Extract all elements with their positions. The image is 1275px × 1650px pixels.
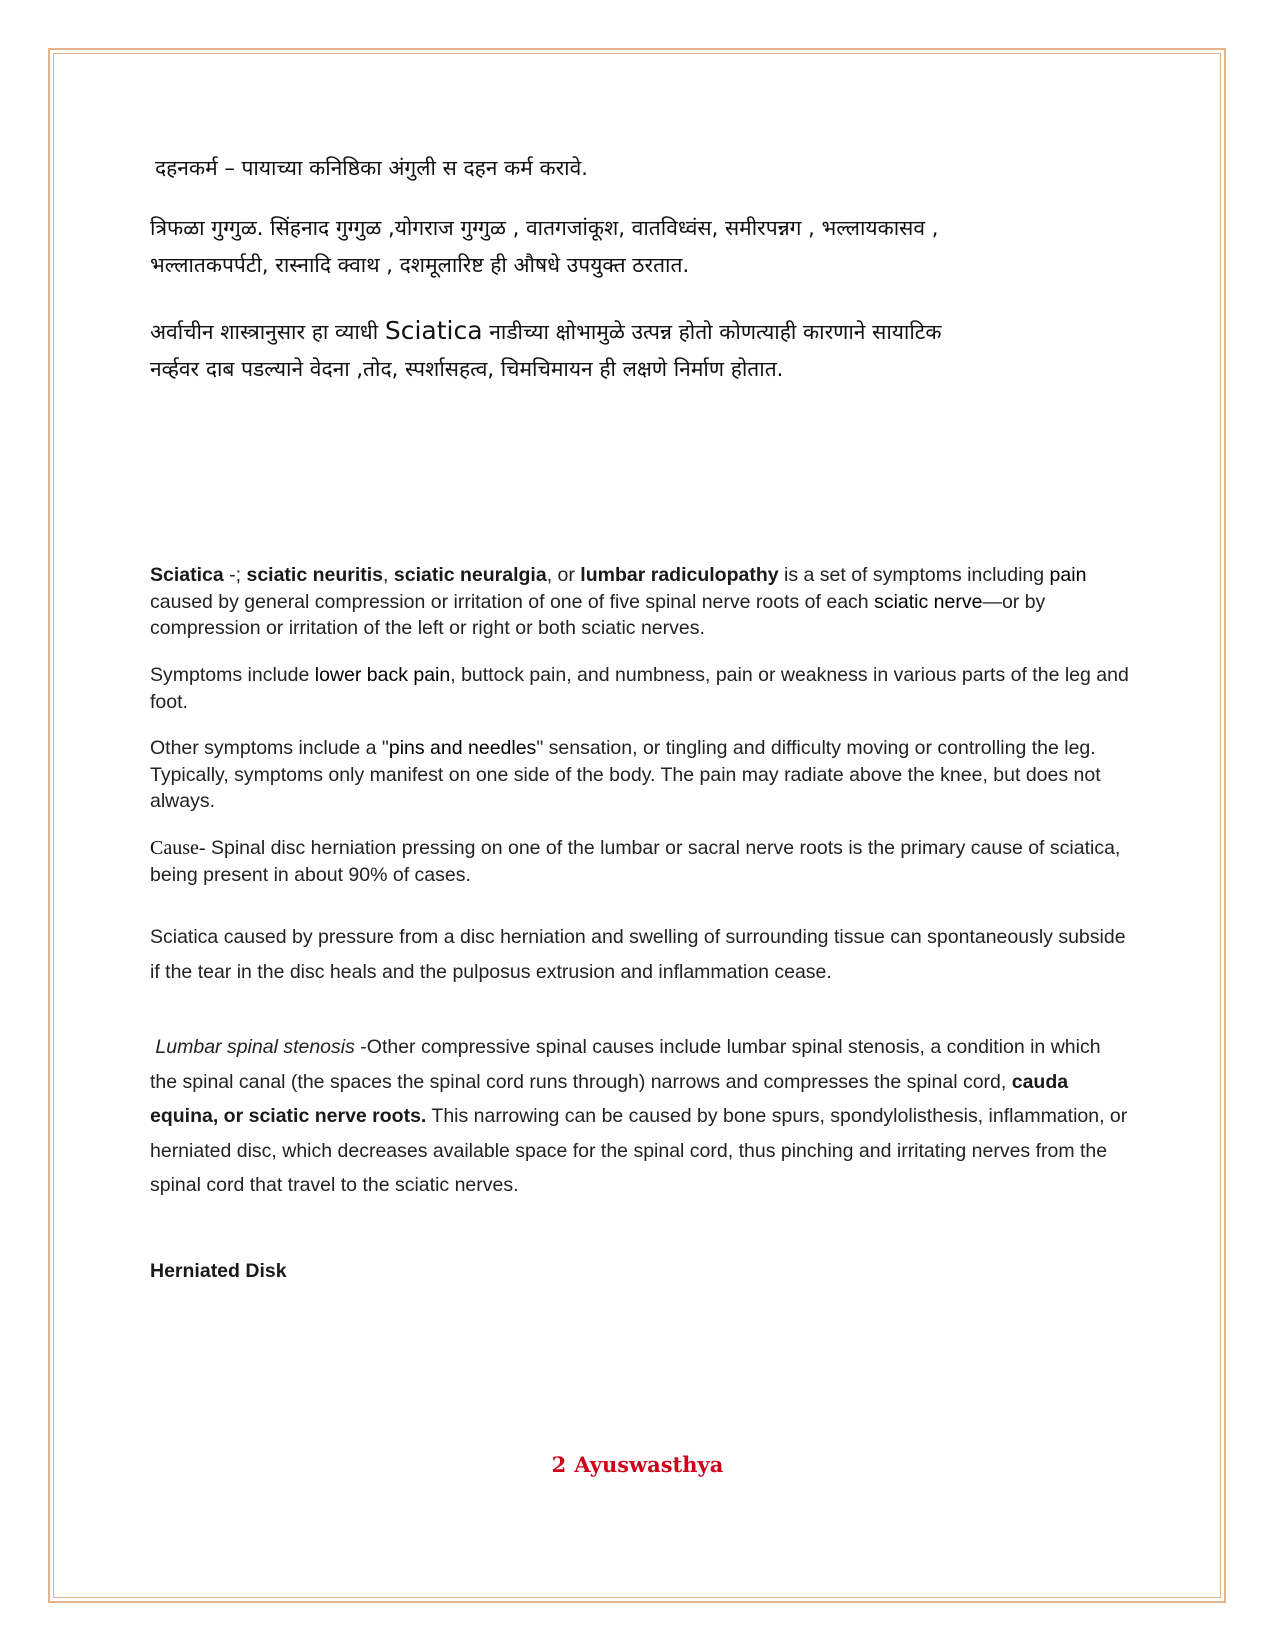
s5-text: Sciatica caused by pressure from a disc herniation and swelling of surrounding tissue can spontaneously subside if the tear in the disc heals and the pulposus extrusion and inflammation cease. [150,926,1126,983]
s2-text-2: , buttock pain, and numbness, pain or weakness in various parts of the leg and foot. [150,664,1129,713]
marathi-p2-line2: भल्लातकपर्पटी, रास्नादि क्वाथ , दशमूलारिष्ट ही औषधे उपयुक्त ठरतात. [150,253,690,277]
term-lower-back-pain: lower back pain [314,664,451,686]
cause-paragraph [150,835,1130,888]
term-lumbar-spinal-stenosis: Lumbar spinal stenosis [155,1036,355,1058]
page-footer [0,1452,1275,1477]
page-number: 2 [551,1452,567,1477]
term-pins-and-needles: pins and needles [388,737,537,759]
sciatica-definition-paragraph [150,562,1130,642]
marathi-paragraph-medicines [150,210,938,284]
s1-text-5: caused by general compression or irritation of one of five spinal nerve roots of each [150,590,875,613]
marathi-p3-line2: नर्व्हवर दाब पडल्याने वेदना ,तोद, स्पर्शासहत्व, चिमचिमायन ही लक्षणे निर्माण होतात. [150,357,784,381]
term-cauda-equina: cauda equina, or sciatic nerve roots. [150,1070,1069,1127]
marathi-p3-part2: नाडीच्या क्षोभामुळे उत्पन्न होतो कोणत्याही कारणाने सायाटिक [482,320,942,344]
term-sciatic-nerve: sciatic nerve [874,590,983,613]
s6-text-2: This narrowing can be caused by bone spurs, spondylolisthesis, inflammation, or herniated disc, which decreases available space for the spinal cord, thus pinching and irritating nerves from the spinal cord that travel to the sciatic nerves. [150,1105,1128,1196]
marathi-paragraph-modern-view [150,312,942,388]
s6-text-1: -Other compressive spinal causes include lumbar spinal stenosis, a condition in which the spinal canal (the spaces the spinal cord runs through) narrows and compresses the spinal cord, [150,1036,1101,1093]
s2-text-1: Symptoms include [150,664,315,686]
lumbar-stenosis-paragraph [150,1030,1130,1203]
marathi-paragraph-dahankarma [155,150,588,187]
s3-text-1: Other symptoms include a " [150,737,389,759]
other-symptoms-paragraph [150,735,1130,815]
s1-text-3: , or [546,564,581,586]
s1-text-1: -; [223,564,247,586]
term-lumbar-radiculopathy: lumbar radiculopathy [580,564,779,586]
term-sciatic-neuralgia: sciatic neuralgia [393,564,547,586]
term-sciatica: Sciatica [150,564,224,586]
symptoms-paragraph [150,662,1130,715]
spontaneous-subside-paragraph [150,920,1130,989]
term-pain: pain [1049,564,1087,586]
heading-text: Herniated Disk [150,1260,287,1282]
s1-text-2: , [383,564,394,586]
s3-text-2: " sensation, or tingling and difficulty moving or controlling the leg. Typically, symptoms only manifest on one side of the body. The pain may radiate above the knee, but does not always. [150,737,1101,812]
s1-text-4: is a set of symptoms including [778,564,1050,586]
cause-label: Cause- [150,837,206,859]
marathi-p3-latin-term: Sciatica [384,316,483,345]
marathi-p3-part1: अर्वाचीन शास्त्रानुसार हा व्याधी [150,320,385,344]
term-sciatic-neuritis: sciatic neuritis [246,564,384,586]
marathi-p2-line1: त्रिफळा गुग्गुळ. सिंहनाद गुग्गुळ ,योगराज गुग्गुळ , वातगजांकूश, वातविध्वंस, समीरपन्नग , भल्लायकासव , [150,216,939,240]
cause-text: Spinal disc herniation pressing on one of the lumbar or sacral nerve roots is the primary cause of sciatica, being present in about 90% of cases. [150,837,1121,886]
marathi-p1-text: दहनकर्म – पायाच्या कनिष्ठिका अंगुली स दहन कर्म करावे. [155,156,588,180]
section-heading-herniated-disk [150,1258,1130,1285]
footer-title: Ayuswasthya [574,1452,724,1477]
s1-text-6: —or by compression or irritation of the left or right or both sciatic nerves. [150,590,1046,639]
page-border-inner [53,53,1221,1598]
